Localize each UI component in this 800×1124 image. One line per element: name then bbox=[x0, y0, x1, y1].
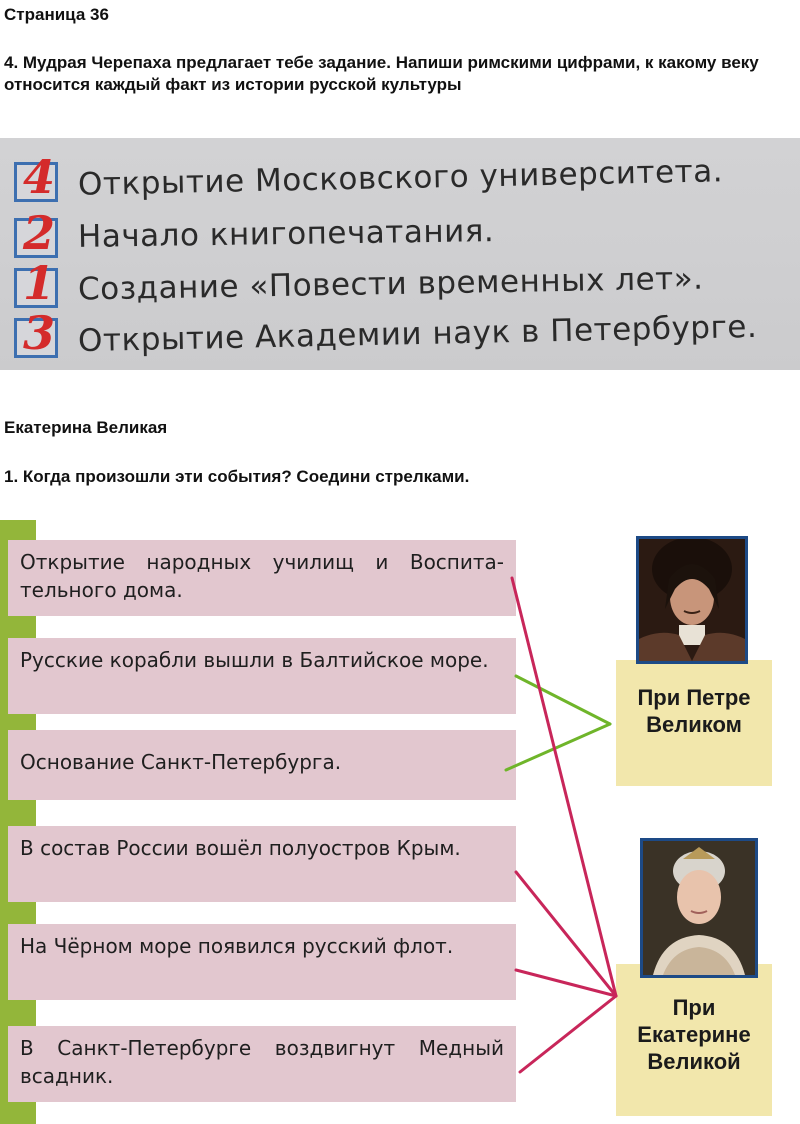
event-text: Основание Санкт-Петербурга. bbox=[20, 750, 342, 774]
connection-line bbox=[516, 970, 616, 996]
event-text: Русские корабли вышли в Балтийское море. bbox=[20, 648, 489, 672]
handwritten-answer: 4 bbox=[22, 150, 55, 204]
connection-line bbox=[516, 676, 610, 724]
handwritten-answer: 2 bbox=[22, 206, 55, 260]
section-title: Екатерина Великая bbox=[4, 418, 168, 437]
connection-lines bbox=[0, 520, 800, 1124]
connection-line bbox=[520, 996, 616, 1072]
handwritten-answer: 1 bbox=[22, 256, 55, 310]
task4-photo bbox=[0, 138, 800, 370]
fact-text: Начало книгопечатания. bbox=[77, 213, 495, 255]
task1-photo bbox=[0, 520, 800, 1124]
fact-text: Открытие Академии наук в Петербурге. bbox=[77, 308, 758, 360]
event-text: В состав России вошёл полуостров Крым. bbox=[20, 836, 461, 860]
ruler-label-catherine: При Екатерине Великой bbox=[637, 995, 751, 1074]
task1-instruction: 1. Когда произошли эти события? Соедини стрелками. bbox=[4, 467, 470, 486]
fact-text: Создание «Повести временных лет». bbox=[77, 260, 704, 308]
ruler-label-peter: При Петре Великом bbox=[637, 685, 751, 737]
event-text: На Чёрном море появился русский флот. bbox=[20, 934, 454, 958]
fact-text: Открытие Московского университета. bbox=[77, 153, 724, 203]
handwritten-answer: 3 bbox=[22, 306, 55, 360]
event-text: Открытие народных училищ и Воспита-тельного дома. bbox=[20, 550, 504, 602]
page-title: Страница 36 bbox=[4, 5, 109, 24]
task4-instruction: 4. Мудрая Черепаха предлагает тебе задание. Напиши римскими цифрами, к какому веку относится каждый факт из истории русской культуры bbox=[4, 53, 759, 94]
event-text: В Санкт-Петербурге воздвигнут Медный всадник. bbox=[20, 1036, 504, 1088]
